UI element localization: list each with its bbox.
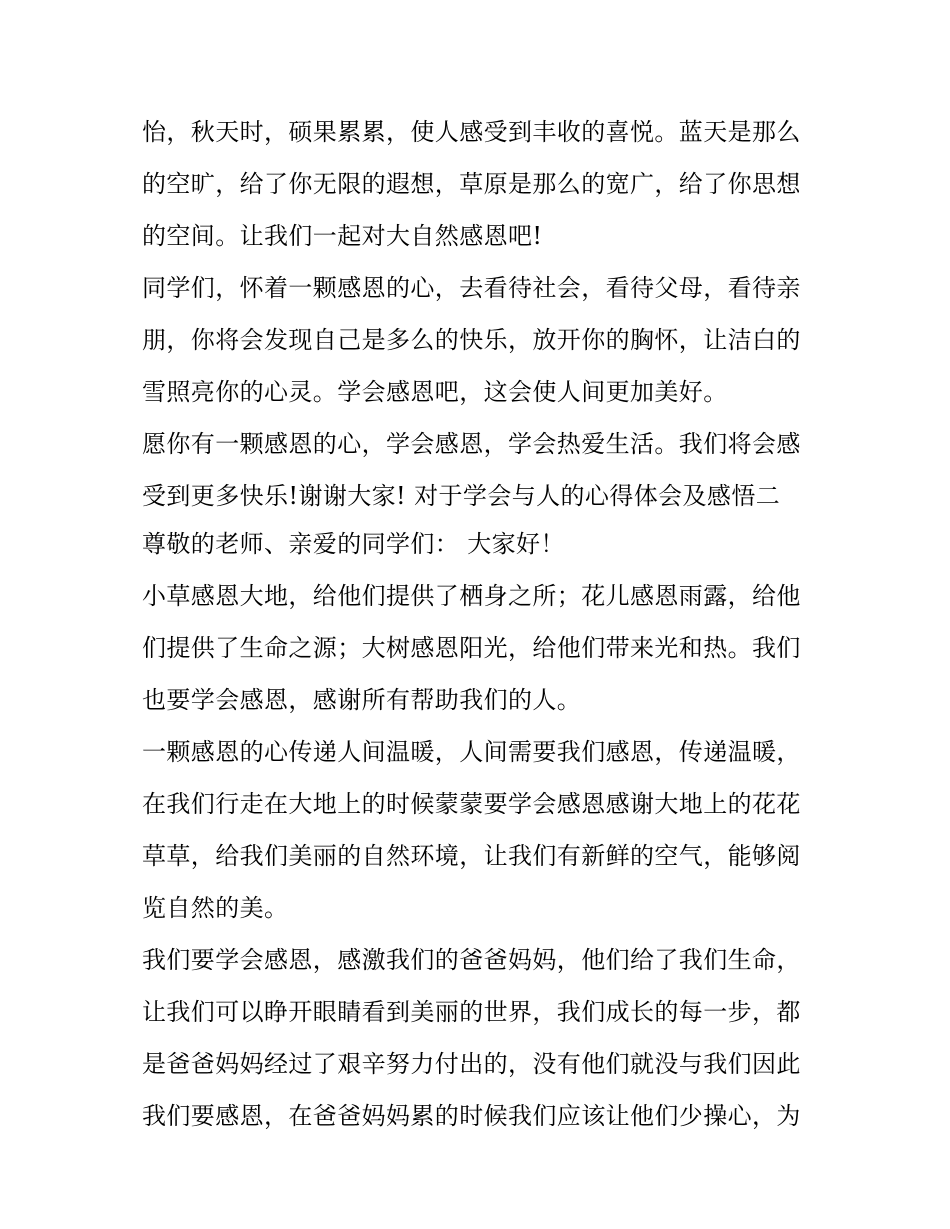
text-line: 雪照亮你的心灵。学会感恩吧，这会使人间更加美好。 [142, 378, 728, 406]
text-line: 尊敬的老师、亲爱的同学们： 大家好！ [142, 530, 565, 558]
text-line: 在我们行走在大地上的时候蒙蒙要学会感恩感谢大地上的花花 [142, 790, 801, 818]
document-body [142, 106, 822, 1142]
text-line: 同学们，怀着一颗感恩的心，去看待社会，看待父母，看待亲 [142, 274, 801, 302]
text-line: 草草，给我们美丽的自然环境，让我们有新鲜的空气，能够阅 [142, 842, 801, 870]
text-line: 受到更多快乐!谢谢大家! 对于学会与人的心得体会及感悟二 [142, 482, 781, 510]
text-line: 们提供了生命之源；大树感恩阳光，给他们带来光和热。我们 [142, 634, 801, 662]
text-line: 怡，秋天时，硕果累累，使人感受到丰收的喜悦。蓝天是那么 [142, 118, 801, 146]
text-line: 小草感恩大地，给他们提供了栖身之所；花儿感恩雨露，给他 [142, 582, 801, 610]
text-line: 是爸爸妈妈经过了艰辛努力付出的，没有他们就没与我们因此 [142, 1050, 801, 1078]
text-line: 也要学会感恩，感谢所有帮助我们的人。 [142, 686, 582, 714]
text-line: 览自然的美。 [142, 894, 289, 922]
text-line: 我们要感恩，在爸爸妈妈累的时候我们应该让他们少操心，为 [142, 1102, 801, 1130]
text-line: 的空旷，给了你无限的遐想，草原是那么的宽广，给了你思想 [142, 170, 801, 198]
text-line: 朋，你将会发现自己是多么的快乐，放开你的胸怀，让洁白的 [142, 326, 801, 354]
text-line: 我们要学会感恩，感激我们的爸爸妈妈，他们给了我们生命， [142, 946, 801, 974]
text-line: 一颗感恩的心传递人间温暖，人间需要我们感恩，传递温暖， [142, 738, 801, 766]
text-line: 让我们可以睁开眼睛看到美丽的世界，我们成长的每一步，都 [142, 998, 801, 1026]
text-line: 的空间。让我们一起对大自然感恩吧! [142, 222, 543, 250]
text-line: 愿你有一颗感恩的心，学会感恩，学会热爱生活。我们将会感 [142, 430, 801, 458]
